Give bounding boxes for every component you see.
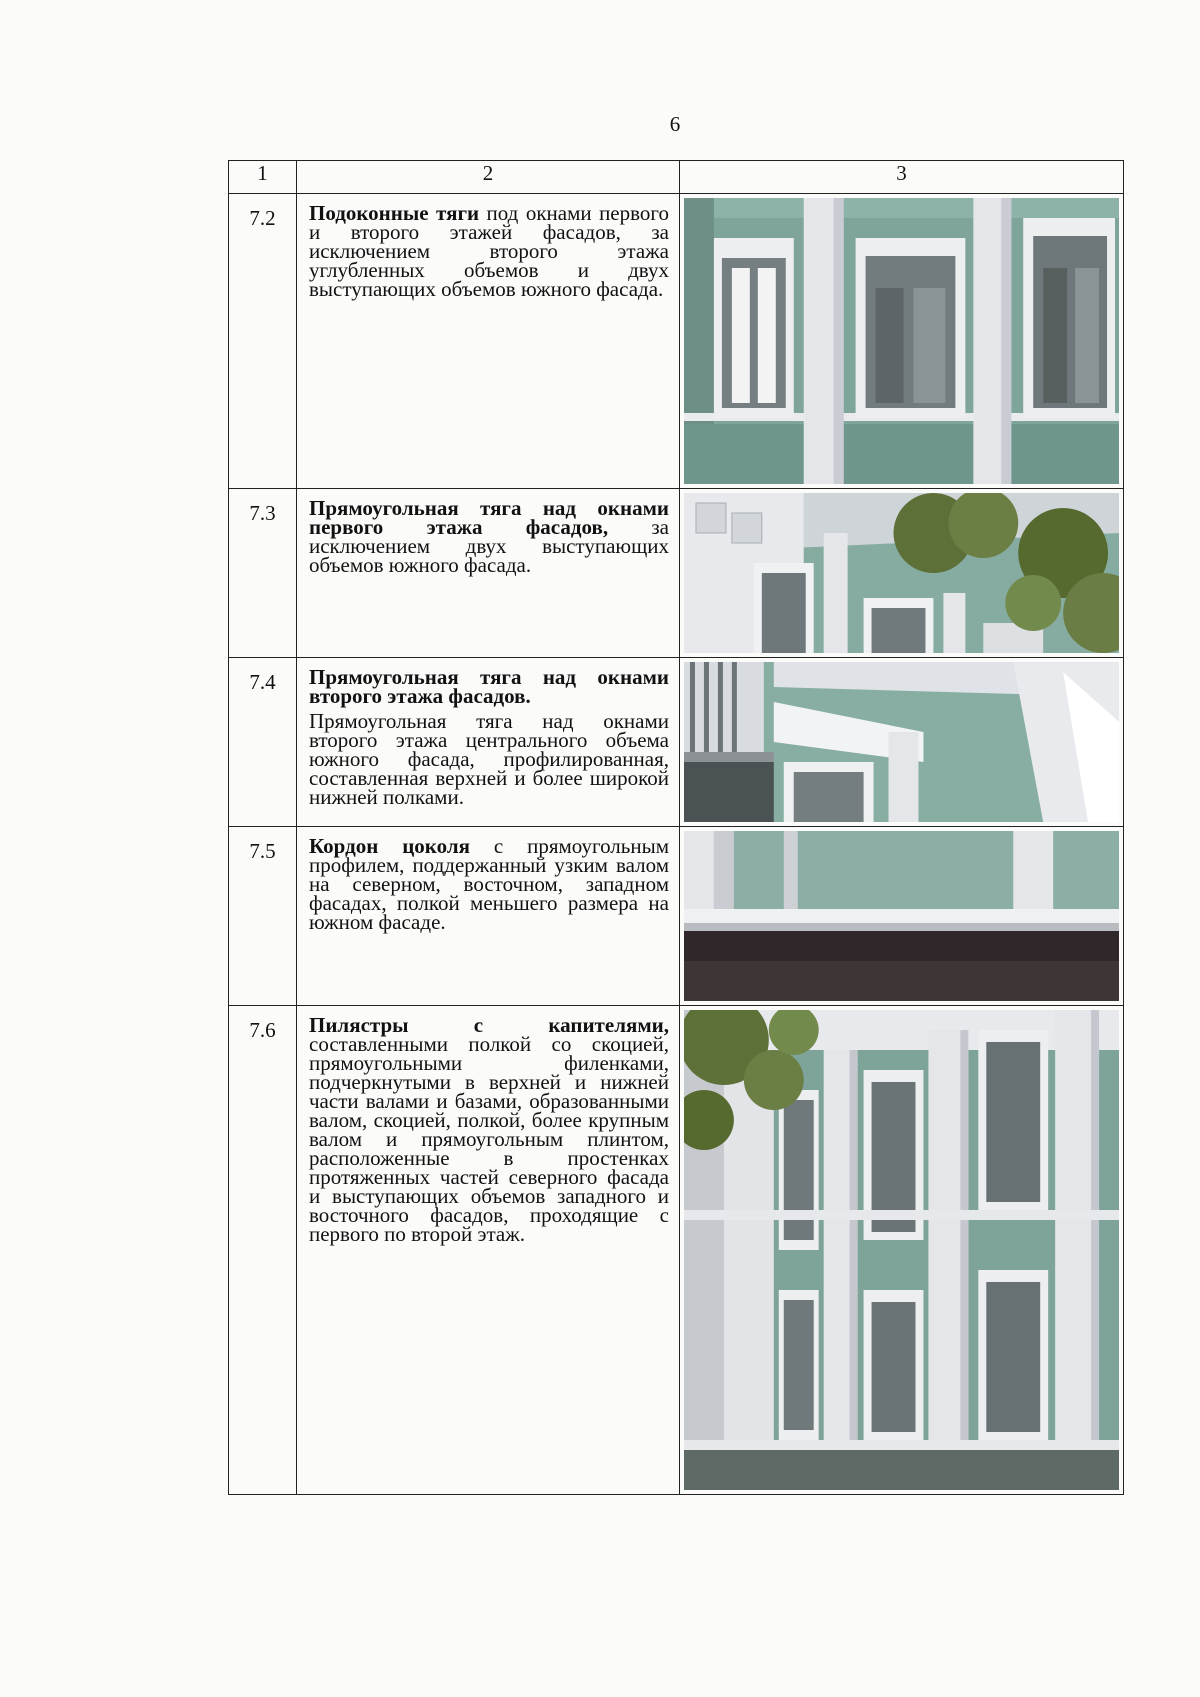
row-number: 7.2	[229, 194, 297, 489]
row-title: Прямоугольная тяга над окнами второго этажа фасадов.	[309, 665, 669, 708]
photo-cell	[680, 194, 1124, 489]
row-title: Подоконные тяги	[309, 201, 480, 225]
photo-first-floor-cornice	[684, 493, 1119, 653]
table-header-row	[229, 161, 1124, 194]
row-description	[297, 194, 680, 489]
table-row	[229, 489, 1124, 658]
photo-windowsill-cornices	[684, 198, 1119, 484]
table-row	[229, 1006, 1124, 1495]
header-cell-2: 2	[297, 161, 680, 194]
row-number: 7.6	[229, 1006, 297, 1495]
row-description	[297, 489, 680, 658]
photo-cell	[680, 1006, 1124, 1495]
row-description	[297, 1006, 680, 1495]
monument-elements-table	[228, 160, 1124, 1495]
row-number: 7.4	[229, 658, 297, 827]
header-cell-3: 3	[680, 161, 1124, 194]
header-cell-1: 1	[229, 161, 297, 194]
row-text: под окнами первого и второго этажей фасадов, за исключением второго этажа углубленных объемов и двух выступающих объемов южного фасада.	[309, 201, 669, 301]
row-title: Прямоугольная тяга над окнами первого этажа фасадов,	[309, 496, 669, 539]
row-text: с прямоугольным профилем, поддержанный узким валом на северном, восточном, западном фасадах, полкой меньшего размера на южном фасаде.	[309, 834, 669, 934]
photo-cell	[680, 489, 1124, 658]
photo-second-floor-cornice	[684, 662, 1119, 822]
row-text: за исключением двух выступающих объемов южного фасада.	[309, 515, 669, 577]
photo-plinth-cordon	[684, 831, 1119, 1001]
photo-cell	[680, 658, 1124, 827]
row-title: Кордон цоколя	[309, 834, 470, 858]
photo-cell	[680, 827, 1124, 1006]
row-description	[297, 827, 680, 1006]
row-number: 7.3	[229, 489, 297, 658]
table-row	[229, 658, 1124, 827]
table-row	[229, 827, 1124, 1006]
photo-pilasters-with-capitals	[684, 1010, 1119, 1490]
page-number: 6	[669, 112, 681, 136]
row-text: составленными полкой со скоцией, прямоугольными филенками, подчеркнутыми в верхней и нижней части валами и базами, образованными валом, скоцией, полкой, более крупным валом и прямоугольным плинтом, расположенные в простенках протяженных частей северного фасада и выступающих объемов западного и восточного фасадов, проходящие с первого по второй этаж.	[309, 1032, 669, 1246]
table-row	[229, 194, 1124, 489]
row-description	[297, 658, 680, 827]
row-number: 7.5	[229, 827, 297, 1006]
row-text-paragraph: Прямоугольная тяга над окнами второго этажа центрального объема южного фасада, профилированная, составленная верхней и более широкой нижней полками.	[309, 709, 669, 809]
row-title: Пилястры с капителями,	[309, 1013, 669, 1037]
